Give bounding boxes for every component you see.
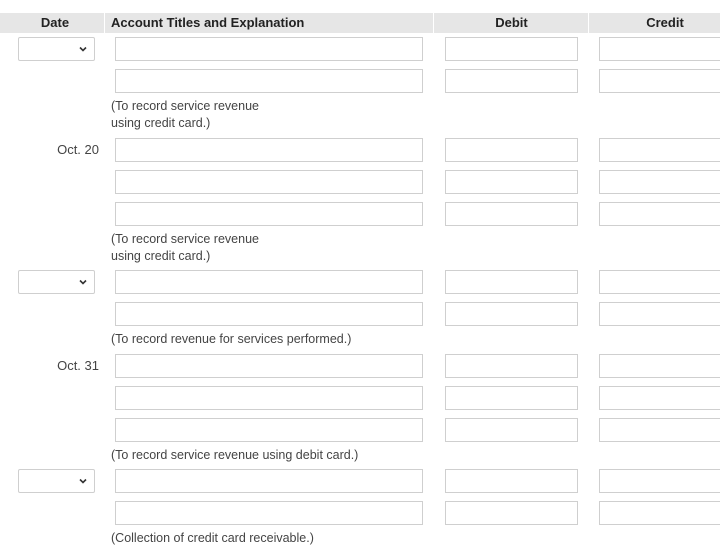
debit-input[interactable] (445, 302, 578, 326)
account-title-input[interactable] (115, 202, 423, 226)
debit-input[interactable] (445, 354, 578, 378)
account-title-input[interactable] (115, 469, 423, 493)
debit-input[interactable] (445, 170, 578, 194)
account-title-input[interactable] (115, 501, 423, 525)
debit-input[interactable] (445, 418, 578, 442)
entry-explanation: (To record service revenue using credit card.) (111, 99, 259, 130)
header-account-titles: Account Titles and Explanation (111, 15, 305, 30)
account-title-input[interactable] (115, 354, 423, 378)
header-divider (588, 13, 589, 33)
header-divider (104, 13, 105, 33)
journal-header (0, 13, 720, 33)
date-select[interactable] (18, 37, 95, 61)
credit-input[interactable] (599, 69, 720, 93)
credit-input[interactable] (599, 302, 720, 326)
entry-explanation: (To record revenue for services performed.) (111, 332, 352, 346)
chevron-down-icon (79, 278, 87, 286)
debit-input[interactable] (445, 202, 578, 226)
account-title-input[interactable] (115, 270, 423, 294)
credit-input[interactable] (599, 37, 720, 61)
account-title-input[interactable] (115, 170, 423, 194)
account-title-input[interactable] (115, 69, 423, 93)
header-debit: Debit (495, 15, 528, 30)
credit-input[interactable] (599, 386, 720, 410)
credit-input[interactable] (599, 138, 720, 162)
entry-explanation: (To record service revenue using credit card.) (111, 232, 259, 263)
entry-date: Oct. 20 (57, 142, 99, 157)
account-title-input[interactable] (115, 37, 423, 61)
debit-input[interactable] (445, 386, 578, 410)
account-title-input[interactable] (115, 138, 423, 162)
credit-input[interactable] (599, 170, 720, 194)
header-divider (433, 13, 434, 33)
credit-input[interactable] (599, 354, 720, 378)
date-select[interactable] (18, 469, 95, 493)
credit-input[interactable] (599, 501, 720, 525)
account-title-input[interactable] (115, 302, 423, 326)
credit-input[interactable] (599, 469, 720, 493)
debit-input[interactable] (445, 270, 578, 294)
entry-explanation: (To record service revenue using debit card.) (111, 448, 359, 462)
credit-input[interactable] (599, 202, 720, 226)
account-title-input[interactable] (115, 386, 423, 410)
credit-input[interactable] (599, 418, 720, 442)
chevron-down-icon (79, 45, 87, 53)
chevron-down-icon (79, 477, 87, 485)
date-select[interactable] (18, 270, 95, 294)
credit-input[interactable] (599, 270, 720, 294)
debit-input[interactable] (445, 37, 578, 61)
debit-input[interactable] (445, 469, 578, 493)
debit-input[interactable] (445, 69, 578, 93)
entry-explanation: (Collection of credit card receivable.) (111, 531, 314, 545)
header-date: Date (40, 15, 70, 30)
entry-date: Oct. 31 (57, 358, 99, 373)
debit-input[interactable] (445, 501, 578, 525)
header-credit: Credit (646, 15, 684, 30)
account-title-input[interactable] (115, 418, 423, 442)
debit-input[interactable] (445, 138, 578, 162)
